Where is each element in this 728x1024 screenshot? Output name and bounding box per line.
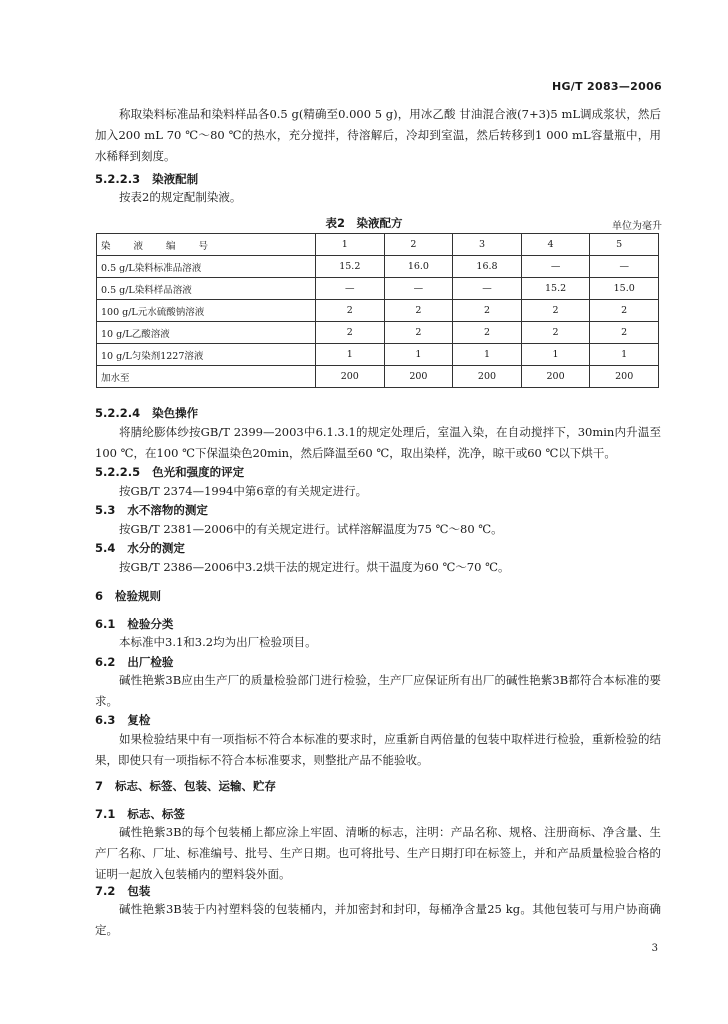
table-cell: 2: [521, 300, 590, 322]
table-header-label: 染 液 编 号: [97, 234, 316, 256]
table-cell: 16.0: [384, 256, 453, 278]
section-6-1-heading: [95, 615, 173, 633]
row-label: 10 g/L乙酸溶液: [97, 322, 316, 344]
section-number: 5.3: [95, 503, 116, 517]
section-title: 染色操作: [152, 406, 199, 420]
page-number: 3: [651, 943, 658, 954]
section-5-2-2-5-text: 按GB/T 2374—1994中第6章的有关规定进行。: [119, 484, 368, 498]
table-cell: 15.2: [521, 278, 590, 300]
section-6-2-heading: [95, 653, 173, 671]
table-row: [97, 366, 659, 388]
standard-header: HG/T 2083—2006: [551, 80, 662, 93]
section-5-2-2-4-text: 将腈纶膨体纱按GB/T 2399—2003中6.1.3.1的规定处理后，室温入染，在自动搅拌下，30min内升温至100 ℃，在100 ℃下保温染色20min，然后降温至60 ℃，取出染样，洗净，晾干或60 ℃以下烘干。: [95, 425, 661, 460]
section-title: 复检: [127, 713, 151, 727]
table-cell: —: [453, 278, 522, 300]
dye-recipe-table: [96, 233, 659, 388]
section-number: 6: [95, 589, 104, 603]
section-6-3-heading: [95, 711, 150, 729]
section-title: 检验分类: [127, 617, 174, 631]
section-5-2-2-3-text: 按表2的规定配制染液。: [119, 190, 242, 204]
table-cell: 200: [590, 366, 659, 388]
table-cell: —: [384, 278, 453, 300]
column-header: 5: [590, 234, 659, 256]
section-number: 5.4: [95, 541, 116, 555]
section-number: 6.3: [95, 713, 116, 727]
table-cell: 200: [453, 366, 522, 388]
section-title: 色光和强度的评定: [152, 465, 245, 479]
section-6-2-text: 碱性艳紫3B应由生产厂的质量检验部门进行检验，生产厂应保证所有出厂的碱性艳紫3B都符合本标准的要求。: [95, 673, 661, 708]
section-title: 染液配制: [152, 172, 199, 186]
table-unit: 单位为毫升: [612, 221, 662, 232]
table-cell: 15.2: [316, 256, 385, 278]
column-header: 3: [453, 234, 522, 256]
section-title: 出厂检验: [127, 655, 174, 669]
column-header: 2: [384, 234, 453, 256]
section-5-2-2-3-heading: [95, 170, 198, 188]
table-cell: —: [521, 256, 590, 278]
section-number: 7.2: [95, 884, 116, 898]
section-7-2-heading: [95, 882, 150, 900]
section-7-2-text: 碱性艳紫3B装于内衬塑料袋的包装桶内，并加密封和封印，每桶净含量25 kg。其他包装可与用户协商确定。: [95, 902, 661, 937]
table-cell: 1: [590, 344, 659, 366]
table-cell: 2: [384, 322, 453, 344]
table-header-row: [97, 234, 659, 256]
row-label: 100 g/L元水硫酸钠溶液: [97, 300, 316, 322]
table-cell: 2: [590, 322, 659, 344]
table-row: [97, 300, 659, 322]
row-label: 0.5 g/L染料标准品溶液: [97, 256, 316, 278]
section-number: 7: [95, 779, 104, 793]
section-5-3-heading: [95, 501, 208, 519]
table-cell: 200: [384, 366, 453, 388]
column-header: 4: [521, 234, 590, 256]
table-cell: —: [316, 278, 385, 300]
section-number: 6.2: [95, 655, 116, 669]
table-caption: 表2 染液配方: [325, 216, 403, 230]
table-cell: 2: [316, 322, 385, 344]
section-number: 5.2.2.4: [95, 406, 141, 420]
section-7-1-heading: [95, 805, 185, 823]
section-5-3-text: 按GB/T 2381—2006中的有关规定进行。试样溶解温度为75 ℃～80 ℃。: [119, 522, 503, 536]
table-cell: 1: [521, 344, 590, 366]
table-cell: 2: [590, 300, 659, 322]
table-row: [97, 344, 659, 366]
table-cell: 2: [521, 322, 590, 344]
table-cell: 200: [316, 366, 385, 388]
section-number: 7.1: [95, 807, 116, 821]
section-title: 水不溶物的测定: [127, 503, 208, 517]
table-cell: 1: [384, 344, 453, 366]
table-cell: —: [590, 256, 659, 278]
table-row: [97, 278, 659, 300]
table-cell: 200: [521, 366, 590, 388]
section-5-2-2-5-heading: [95, 463, 244, 481]
table-cell: 16.8: [453, 256, 522, 278]
section-7-heading: [95, 777, 276, 795]
section-number: 5.2.2.3: [95, 172, 141, 186]
section-5-2-2-4-heading: [95, 404, 198, 422]
table-cell: 2: [453, 300, 522, 322]
row-label: 加水至: [97, 366, 316, 388]
section-title: 水分的测定: [127, 541, 185, 555]
section-title: 包装: [127, 884, 151, 898]
table-row: [97, 256, 659, 278]
section-6-1-text: 本标准中3.1和3.2均为出厂检验项目。: [119, 635, 317, 649]
section-7-1-text: 碱性艳紫3B的每个包装桶上都应涂上牢固、清晰的标志，注明：产品名称、规格、注册商标、净含量、生产厂名称、厂址、标准编号、批号、生产日期。也可将批号、生产日期打印在标签上，并和产品质量检验合格的证明一起放入包装桶内的塑料袋外面。: [95, 825, 661, 881]
section-5-4-text: 按GB/T 2386—2006中3.2烘干法的规定进行。烘干温度为60 ℃～70 ℃。: [119, 560, 510, 574]
section-number: 5.2.2.5: [95, 465, 141, 479]
section-number: 6.1: [95, 617, 116, 631]
column-header: 1: [316, 234, 385, 256]
row-label: 10 g/L匀染剂1227溶液: [97, 344, 316, 366]
intro-paragraph: 称取染料标准品和染料样品各0.5 g(精确至0.000 5 g)，用冰乙酸 甘油混合液(7+3)5 mL调成浆状，然后加入200 mL 70 ℃～80 ℃的热水，充分搅拌，待溶解后，冷却到室温，然后转移到1 000 mL容量瓶中，用水稀释到刻度。: [95, 107, 661, 163]
section-title: 标志、标签: [127, 807, 185, 821]
table-cell: 1: [453, 344, 522, 366]
section-6-heading: [95, 587, 161, 605]
row-label: 0.5 g/L染料样品溶液: [97, 278, 316, 300]
section-title: 检验规则: [115, 589, 162, 603]
section-6-3-text: 如果检验结果中有一项指标不符合本标准的要求时，应重新自两倍量的包装中取样进行检验，重新检验的结果，即使只有一项指标不符合本标准要求，则整批产品不能验收。: [95, 732, 661, 767]
table-cell: 1: [316, 344, 385, 366]
table-row: [97, 322, 659, 344]
table-cell: 2: [384, 300, 453, 322]
section-title: 标志、标签、包装、运输、贮存: [115, 779, 277, 793]
table-cell: 2: [316, 300, 385, 322]
table-cell: 15.0: [590, 278, 659, 300]
table-cell: 2: [453, 322, 522, 344]
section-5-4-heading: [95, 539, 185, 557]
